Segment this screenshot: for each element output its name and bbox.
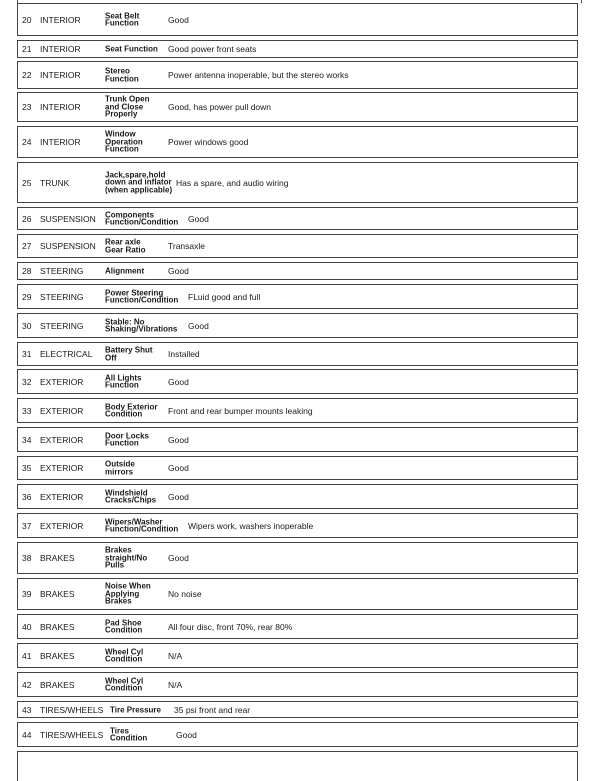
row-item: Wheel Cyl Condition: [105, 675, 144, 693]
row-value: Good: [176, 729, 197, 740]
row-number: 31: [22, 349, 32, 359]
row-value: All four disc, front 70%, rear 80%: [168, 621, 293, 632]
table-row: [17, 262, 578, 280]
row-category: BRAKES: [40, 679, 75, 690]
row-number: 21: [22, 44, 32, 54]
row-item: Stable: No Shaking/Vibrations: [105, 316, 178, 334]
table-row: [17, 342, 578, 366]
row-item: Pad Shoe Condition: [105, 617, 143, 635]
row-category: BRAKES: [40, 621, 75, 632]
row-item: Window Operation Function: [105, 129, 143, 154]
table-row: [17, 234, 578, 258]
row-number: 23: [22, 102, 32, 112]
row-category: STEERING: [40, 266, 84, 276]
row-value: Power windows good: [168, 137, 249, 147]
table-row: [17, 614, 578, 639]
row-item: Noise When Applying Brakes: [105, 581, 151, 606]
row-category: EXTERIOR: [40, 463, 84, 473]
table-row: [17, 456, 578, 480]
row-number: 38: [22, 553, 32, 563]
row-value: Good: [168, 14, 189, 25]
row-item: Components Function/Condition: [105, 209, 179, 227]
row-category: STEERING: [40, 320, 84, 331]
row-category: EXTERIOR: [40, 491, 84, 502]
row-item: Brakes straight/No Pulls: [105, 545, 148, 570]
table-row: [17, 92, 578, 122]
row-number: 43: [22, 704, 32, 715]
table-row: [17, 313, 578, 338]
row-number: 40: [22, 621, 32, 632]
row-category: INTERIOR: [40, 44, 81, 54]
row-category: EXTERIOR: [40, 405, 84, 416]
row-item: Alignment: [105, 266, 145, 276]
row-number: 32: [22, 376, 32, 387]
row-category: INTERIOR: [40, 70, 81, 80]
table-row: [17, 207, 578, 230]
row-category: BRAKES: [40, 650, 75, 661]
row-number: 39: [22, 589, 32, 599]
table-row: [17, 701, 578, 718]
row-number: 27: [22, 241, 32, 251]
row-category: STEERING: [40, 291, 84, 302]
row-item: Trunk Open and Close Properly: [105, 94, 150, 119]
row-item: Outside mirrors: [105, 459, 135, 476]
row-item: Wipers/Washer Function/Condition: [105, 516, 179, 534]
row-value: Transaxle: [168, 241, 206, 251]
row-category: INTERIOR: [40, 137, 81, 147]
row-category: EXTERIOR: [40, 520, 84, 531]
row-number: 28: [22, 266, 32, 276]
row-category: INTERIOR: [40, 14, 81, 25]
row-category: BRAKES: [40, 589, 75, 599]
table-row: [17, 162, 578, 203]
row-number: 33: [22, 405, 32, 416]
table-row: [17, 284, 578, 309]
row-value: Good: [168, 553, 189, 563]
row-number: 42: [22, 679, 32, 690]
row-category: SUSPENSION: [40, 241, 96, 251]
row-number: 20: [22, 14, 32, 25]
table-row: [17, 578, 578, 610]
table-row: [17, 3, 578, 36]
row-number: 36: [22, 491, 32, 502]
row-item: Body Exterior Condition: [105, 401, 158, 419]
row-number: 41: [22, 650, 32, 661]
table-row: [17, 513, 578, 538]
row-value: Installed: [168, 349, 200, 359]
row-category: TRUNK: [40, 177, 70, 188]
row-value: Good: [188, 213, 209, 224]
row-value: N/A: [168, 650, 183, 661]
row-item: Seat Belt Function: [105, 10, 140, 28]
row-value: Good: [168, 266, 189, 276]
row-item: Tire Pressure: [110, 705, 161, 714]
row-number: 24: [22, 137, 32, 147]
table-row: [17, 484, 578, 509]
row-number: 22: [22, 70, 32, 80]
row-category: ELECTRICAL: [40, 349, 93, 359]
table-row: [17, 427, 578, 452]
row-value: Good power front seats: [168, 44, 257, 54]
row-item: Rear axle Gear Ratio: [105, 237, 146, 254]
row-category: SUSPENSION: [40, 213, 96, 224]
row-value: Good: [168, 491, 189, 502]
row-category: EXTERIOR: [40, 434, 84, 445]
table-row: [17, 672, 578, 697]
row-item: Windshield Cracks/Chips: [105, 487, 157, 505]
row-number: 37: [22, 520, 32, 531]
table-next-row-edge: [17, 751, 578, 781]
table-row: [17, 643, 578, 668]
table-row: [17, 126, 578, 158]
row-item: Stereo Function: [105, 66, 139, 83]
row-number: 29: [22, 291, 32, 302]
row-value: FLuid good and full: [188, 291, 261, 302]
row-value: 35 psi front and rear: [174, 704, 251, 715]
row-value: Front and rear bumper mounts leaking: [168, 405, 313, 416]
table-row: [17, 722, 578, 747]
row-value: Good: [188, 320, 209, 331]
row-value: N/A: [168, 679, 183, 690]
row-number: 44: [22, 729, 32, 740]
row-value: Good: [168, 434, 189, 445]
row-number: 34: [22, 434, 32, 445]
row-category: TIRES/WHEELS: [40, 729, 104, 740]
row-item: Wheel Cyl Condition: [105, 646, 144, 664]
table-row: [17, 61, 578, 89]
row-number: 35: [22, 463, 32, 473]
row-item: All Lights Function: [105, 372, 142, 390]
row-value: Good, has power pull down: [168, 102, 272, 112]
row-value: Wipers work, washers inoperable: [188, 520, 314, 531]
row-number: 30: [22, 320, 32, 331]
row-item: Seat Function: [105, 44, 158, 54]
row-category: INTERIOR: [40, 102, 81, 112]
row-value: Has a spare, and audio wiring: [176, 177, 289, 188]
table-row: [17, 40, 578, 58]
row-category: EXTERIOR: [40, 376, 84, 387]
row-item: Door Locks Function: [105, 430, 150, 448]
table-row: [17, 542, 578, 574]
row-value: Good: [168, 376, 189, 387]
row-value: No noise: [168, 589, 202, 599]
row-item: Jack,spare,hold down and inflator (when applicable): [105, 170, 173, 195]
row-value: Good: [168, 463, 189, 473]
row-category: TIRES/WHEELS: [40, 704, 104, 715]
row-number: 25: [22, 177, 32, 188]
row-category: BRAKES: [40, 553, 75, 563]
row-item: Tires Condition: [110, 725, 148, 743]
table-row: [17, 369, 578, 394]
row-value: Power antenna inoperable, but the stereo works: [168, 70, 349, 80]
row-item: Battery Shut Off: [105, 345, 153, 362]
table-row: [17, 398, 578, 423]
row-number: 26: [22, 213, 32, 224]
row-item: Power Steering Function/Condition: [105, 287, 179, 305]
